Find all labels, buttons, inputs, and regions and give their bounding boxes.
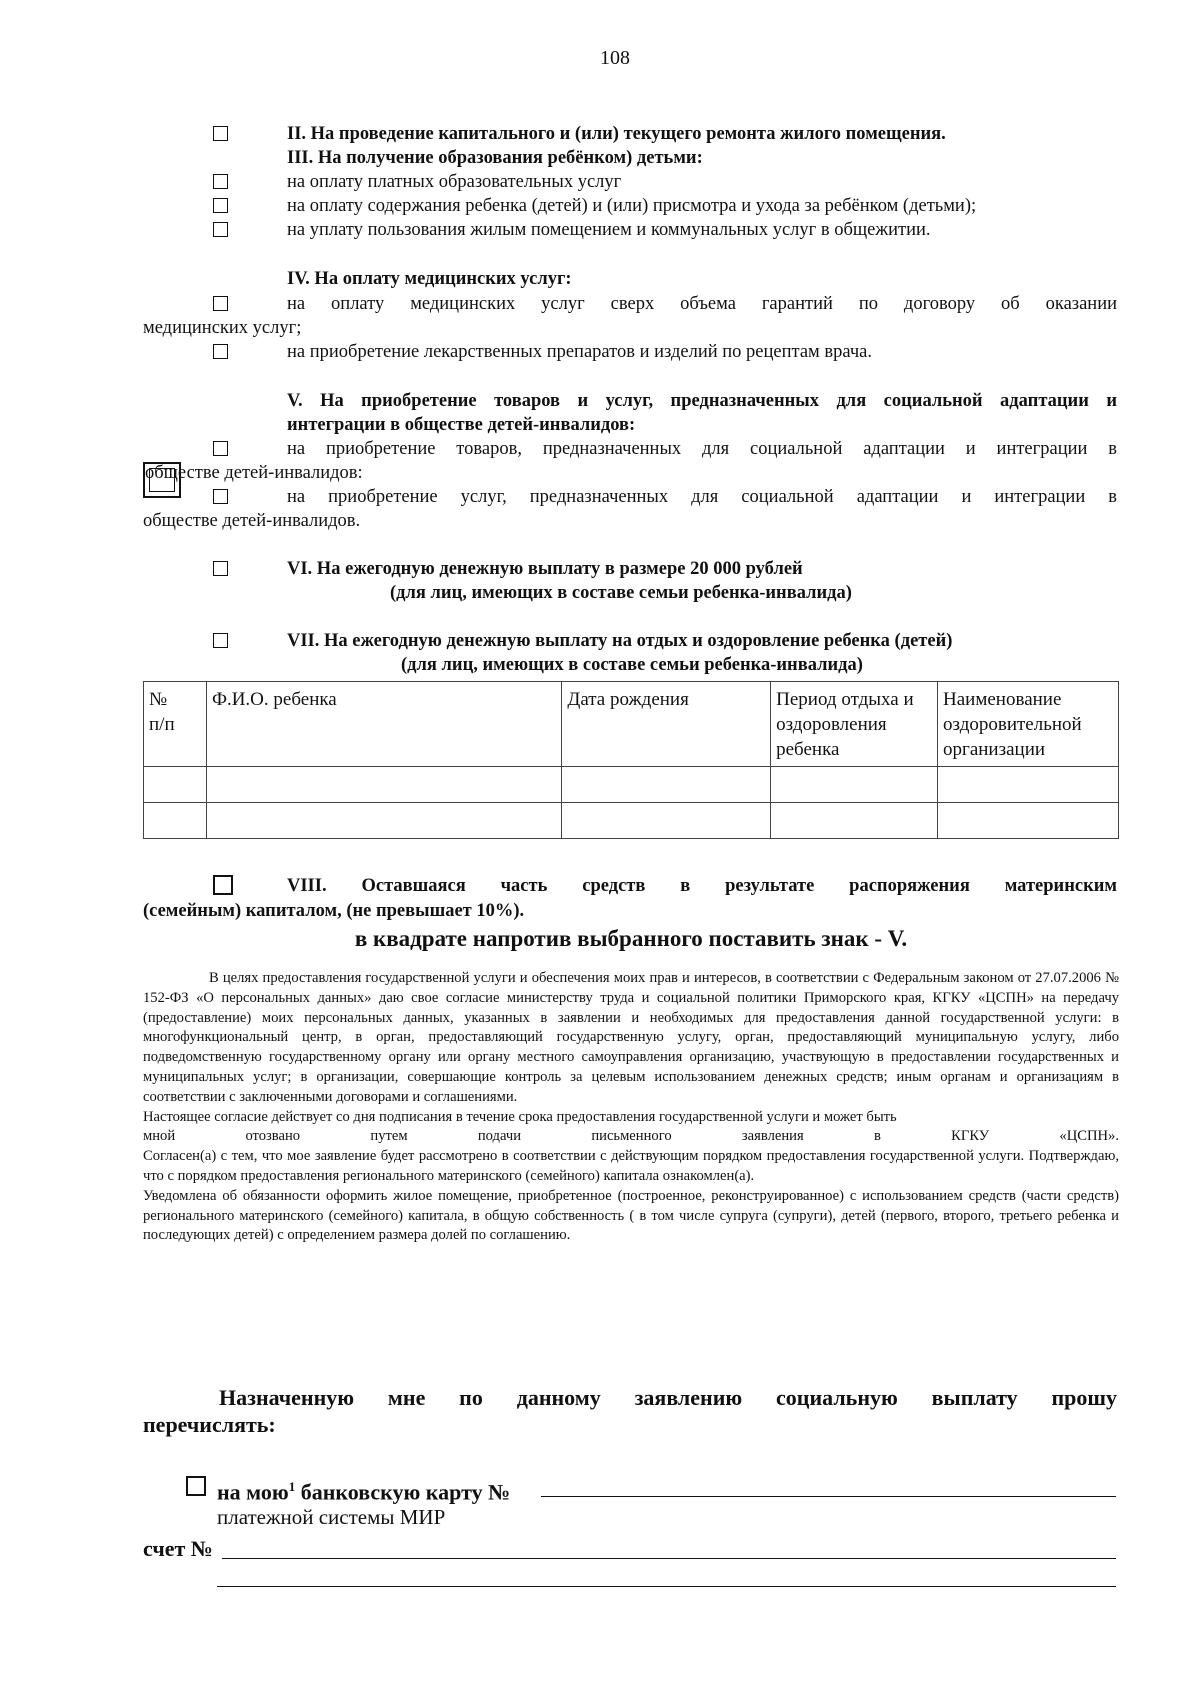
payment-heading-line1: Назначенную мне по данному заявлению социальную выплату прошу [219, 1385, 1117, 1410]
section2-title: II. На проведение капитального и (или) текущего ремонта жилого помещения. [287, 124, 946, 144]
section5-item2-checkbox[interactable] [213, 489, 228, 504]
section8-title-line1: VIII. Оставшаяся часть средств в результате распоряжения материнским [287, 876, 1117, 896]
consent-paragraph-4: Уведомлена об обязанности оформить жилое помещение, приобретенное (построенное, реконструированное) с использованием средств (части средств) регионального материнского (семейного) капитала, в общую собственность ( в том числе супруга (супруги), детей (первого, второго, третьего ребенка и последующих детей) с определением размера долей по соглашению. [143, 1187, 1119, 1244]
section5-title-line1: V. На приобретение товаров и услуг, предназначенных для социальной адаптации и [287, 391, 1117, 411]
header-rest-period: Период отдыха и оздоровления ребенка [771, 682, 938, 767]
table-cell[interactable] [938, 803, 1119, 839]
section2-checkbox[interactable] [213, 126, 228, 141]
section7-checkbox[interactable] [213, 633, 228, 648]
consent-block [143, 969, 1119, 1246]
section4-item2-checkbox[interactable] [213, 344, 228, 359]
section3-item2: на оплату содержания ребенка (детей) и (или) присмотра и ухода за ребёнком (детьми); [287, 196, 977, 216]
table-cell[interactable] [206, 767, 561, 803]
bank-card-label-a: на мою [217, 1479, 289, 1505]
section6-checkbox[interactable] [213, 561, 228, 576]
section4-title: IV. На оплату медицинских услуг: [287, 269, 572, 289]
footnote-mark: 1 [288, 1479, 296, 1494]
section5-item1-line2-a: об [145, 463, 164, 483]
bank-card-label [217, 1473, 510, 1506]
table-cell[interactable] [562, 767, 771, 803]
section7-subtitle: (для лиц, имеющих в составе семьи ребенка-инвалида) [401, 655, 863, 675]
header-organization: Наименование оздоровительной организации [938, 682, 1119, 767]
bank-card-checkbox[interactable] [186, 1476, 206, 1496]
table-cell[interactable] [562, 803, 771, 839]
section3-item1: на оплату платных образовательных услуг [287, 172, 622, 192]
section3-title: III. На получение образования ребёнком) детьми: [287, 148, 703, 168]
section8-title-line2: (семейным) капиталом, (не превышает 10%). [143, 901, 525, 921]
section5-item2-line1: на приобретение услуг, предназначенных для социальной адаптации и интеграции в [287, 487, 1117, 507]
table-cell[interactable] [144, 767, 207, 803]
section6-subtitle: (для лиц, имеющих в составе семьи ребенка-инвалида) [390, 583, 852, 603]
section5-item2-line2: обществе детей-инвалидов. [143, 511, 361, 531]
section3-item1-checkbox[interactable] [213, 174, 228, 189]
table-cell[interactable] [144, 803, 207, 839]
page-number: 108 [600, 47, 630, 69]
header-child-name: Ф.И.О. ребенка [206, 682, 561, 767]
section3-item2-checkbox[interactable] [213, 198, 228, 213]
section5-item1-line2-b: ществе детей-инвалидов: [163, 463, 363, 483]
table-row [144, 767, 1119, 803]
account-number-line[interactable] [222, 1558, 1116, 1559]
card-system-label: платежной системы МИР [217, 1505, 446, 1529]
section8-checkbox[interactable] [213, 875, 233, 895]
header-number: № п/п [144, 682, 207, 767]
table-row [144, 803, 1119, 839]
consent-paragraph-3: Согласен(а) с тем, что мое заявление будет рассмотрено в соответствии с действующим порядком предоставления государственной услуги. Подтверждаю, что с порядком предоставления регионального материнского (семейного) капитала ознакомлен(а). [143, 1148, 1119, 1184]
account-number-line-2[interactable] [217, 1586, 1116, 1587]
instruction-text: в квадрате напротив выбранного поставить знак - V. [354, 926, 908, 951]
account-label: счет № [143, 1536, 213, 1561]
section5-title-line2: интеграции в обществе детей-инвалидов: [287, 415, 636, 435]
section3-item3: на уплату пользования жилым помещением и коммунальных услуг в общежитии. [287, 220, 931, 240]
table-cell[interactable] [206, 803, 561, 839]
consent-paragraph-1: В целях предоставления государственной услуги и обеспечения моих прав и интересов, в соответствии с Федеральным законом от 27.07.2006 № 152-ФЗ «О персональных данных» даю свое согласие министерству труда и социальной политики Приморского края, КГКУ «ЦСПН» на передачу (предоставление) моих персональных данных, указанных в заявлении и необходимых для предоставления данной государственной услуги: в многофункциональный центр, в орган, предоставляющий государственную услугу, орган, предоставляющий муниципальную услугу, либо подведомственную государственному органу или органу местного самоуправления организацию, участвующую в предоставлении государственных и муниципальных услуг; в организации, совершающие контроль за целевым использованием денежных средств; иным органам и организациям в соответствии с заключенными договорами и соглашениями. [143, 970, 1119, 1105]
table-cell[interactable] [938, 767, 1119, 803]
rest-period-table [143, 681, 1119, 839]
section4-item1-checkbox[interactable] [213, 296, 228, 311]
section4-item2: на приобретение лекарственных препаратов и изделий по рецептам врача. [287, 342, 872, 362]
table-cell[interactable] [771, 803, 938, 839]
section5-item1-checkbox[interactable] [213, 441, 228, 456]
header-birth-date: Дата рождения [562, 682, 771, 767]
bank-card-label-b: банковскую карту № [295, 1479, 511, 1505]
consent-paragraph-2-line1: Настоящее согласие действует со дня подписания в течение срока предоставления государственной услуги и может быть [143, 1108, 897, 1125]
section3-item3-checkbox[interactable] [213, 222, 228, 237]
section5-item1-line2 [145, 461, 363, 485]
table-cell[interactable] [771, 767, 938, 803]
bank-card-number-line[interactable] [541, 1496, 1116, 1497]
section7-title: VII. На ежегодную денежную выплату на отдых и оздоровление ребенка (детей) [287, 631, 953, 651]
payment-heading-line2: перечислять: [143, 1412, 276, 1437]
section4-item1-line2: медицинских услуг; [143, 318, 302, 338]
table-header-row [144, 682, 1119, 767]
consent-paragraph-2-line2: мной отозвано путем подачи письменного заявления в КГКУ «ЦСПН». [143, 1128, 1119, 1145]
section4-item1-line1: на оплату медицинских услуг сверх объема гарантий по договору об оказании [287, 294, 1117, 314]
section6-title: VI. На ежегодную денежную выплату в размере 20 000 рублей [287, 559, 803, 579]
section5-item1-line1: на приобретение товаров, предназначенных для социальной адаптации и интеграции в [287, 439, 1117, 459]
